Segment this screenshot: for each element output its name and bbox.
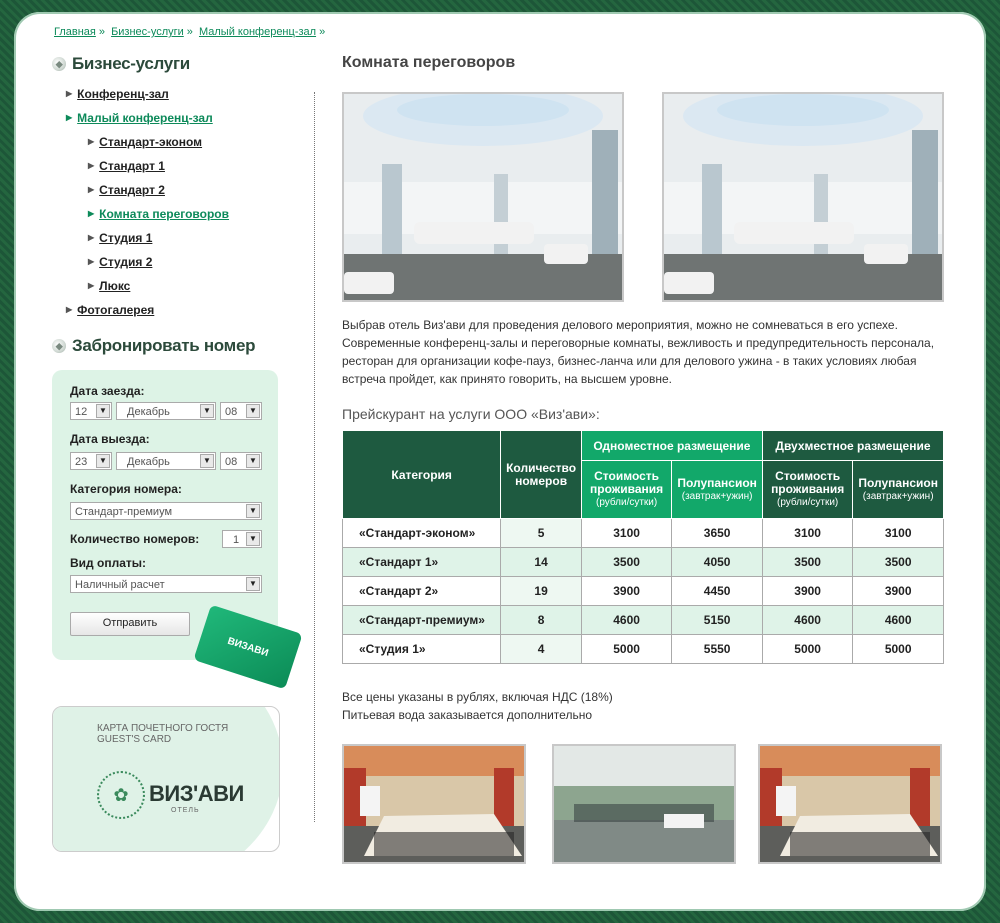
- arrow-icon: ▶: [88, 233, 95, 242]
- checkout-day-select[interactable]: 23 ▼: [70, 452, 112, 470]
- sidebar-item-standard-2[interactable]: ▶ Стандарт 2: [66, 178, 282, 202]
- sidebar-item-meeting-room[interactable]: ▶ Комната переговоров: [66, 202, 282, 226]
- arrow-icon: ▶: [88, 209, 95, 218]
- bullet-icon: ◆: [52, 57, 66, 71]
- checkout-month-select[interactable]: Декабрь ▼: [116, 452, 216, 470]
- arrow-icon: ▶: [66, 89, 73, 98]
- price-table: [342, 430, 944, 664]
- guest-card-brand: ВИЗ'АВИ: [149, 781, 244, 806]
- breadcrumb-home[interactable]: Главная: [54, 26, 96, 38]
- arrow-icon: ▶: [88, 185, 95, 194]
- chevron-down-icon: ▼: [200, 454, 214, 468]
- chevron-down-icon: ▼: [200, 404, 214, 418]
- sidebar-item-lux[interactable]: ▶ Люкс: [66, 274, 282, 298]
- chevron-down-icon: ▼: [246, 504, 260, 518]
- table-row: «Студия 1» 4 5000 5550 5000 5000: [343, 635, 944, 664]
- table-row: «Стандарт-премиум» 8 4600 5150 4600 4600: [343, 606, 944, 635]
- chevron-down-icon: ▼: [246, 577, 260, 591]
- room-photo-2: [662, 92, 944, 302]
- breadcrumb: Главная » Бизнес-услуги » Малый конференц-зал »: [54, 26, 326, 38]
- table-row: «Стандарт-эконом» 5 3100 3650 3100 3100: [343, 519, 944, 548]
- header-double-half: Полупансион (завтрак+ужин): [853, 461, 944, 519]
- guest-card-banner[interactable]: [52, 706, 280, 852]
- sidebar-title: ◆ Бизнес-услуги: [52, 54, 282, 74]
- chevron-down-icon: ▼: [246, 404, 260, 418]
- hall-photo-3: [758, 744, 942, 864]
- vizavi-logo-icon: ✿: [97, 771, 145, 819]
- sidebar: [52, 54, 282, 364]
- sidebar-item-standard-1[interactable]: ▶ Стандарт 1: [66, 154, 282, 178]
- sidebar-item-gallery[interactable]: ▶ Фотогалерея: [66, 298, 282, 322]
- sidebar-item-conference[interactable]: ▶ Конференц-зал: [66, 82, 282, 106]
- checkin-label: Дата заезда:: [70, 384, 145, 398]
- category-select[interactable]: Стандарт-премиум ▼: [70, 502, 262, 520]
- note-water: Питьевая вода заказывается дополнительно: [342, 708, 593, 722]
- page: [14, 12, 986, 911]
- header-single-half: Полупансион (завтрак+ужин): [672, 461, 763, 519]
- room-photo-1: [342, 92, 624, 302]
- arrow-icon: ▶: [66, 305, 73, 314]
- main-content: [342, 54, 944, 722]
- price-title: Прейскурант на услуги ООО «Виз'ави»:: [342, 406, 600, 422]
- page-title: Комната переговоров: [342, 54, 516, 71]
- chevron-down-icon: ▼: [246, 532, 260, 546]
- chevron-down-icon: ▼: [246, 454, 260, 468]
- rooms-select[interactable]: 1 ▼: [222, 530, 262, 548]
- arrow-icon: ▶: [88, 137, 95, 146]
- price-notes: [342, 688, 613, 724]
- guest-card-brand-sub: ОТЕЛЬ: [171, 807, 200, 814]
- breadcrumb-small-hall[interactable]: Малый конференц-зал: [198, 26, 317, 38]
- header-count: Количество номеров: [501, 431, 582, 519]
- chevron-down-icon: ▼: [96, 454, 110, 468]
- rooms-label: Количество номеров:: [70, 532, 200, 546]
- arrow-icon: ▶: [88, 161, 95, 170]
- checkout-label: Дата выезда:: [70, 432, 150, 446]
- hall-photo-2: [552, 744, 736, 864]
- table-row: «Стандарт 1» 14 3500 4050 3500 3500: [343, 548, 944, 577]
- header-double: Двухместное размещение: [762, 431, 943, 461]
- arrow-icon: ▶: [88, 257, 95, 266]
- bullet-icon: ◆: [52, 339, 66, 353]
- checkin-day-select[interactable]: 12 ▼: [70, 402, 112, 420]
- header-category: Категория: [343, 431, 501, 519]
- sidebar-item-small-conference[interactable]: ▶ Малый конференц-зал: [66, 106, 282, 130]
- guest-card-title: КАРТА ПОЧЕТНОГО ГОСТЯ: [97, 723, 229, 734]
- header-double-cost: Стоимость проживания (рубли/сутки): [762, 461, 852, 519]
- table-row: «Стандарт 2» 19 3900 4450 3900 3900: [343, 577, 944, 606]
- hall-photo-1: [342, 744, 526, 864]
- description: Выбрав отель Виз'ави для проведения делового мероприятия, можно не сомневаться в его успехе. Современные конференц-залы и переговорные комнаты, вежливость и предупредительность персонала, ресторан для организации кофе-пауз, бизнес-ланча или для делового ужина - в таких условиях любая встреча пройдет, как принято говорить, на высшем уровне.: [342, 318, 935, 386]
- sidebar-item-studio-1[interactable]: ▶ Студия 1: [66, 226, 282, 250]
- category-label: Категория номера:: [70, 482, 182, 496]
- checkin-year-select[interactable]: 08 ▼: [220, 402, 262, 420]
- checkin-month-select[interactable]: Декабрь ▼: [116, 402, 216, 420]
- guest-card-subtitle: GUEST'S CARD: [97, 734, 172, 745]
- note-vat: Все цены указаны в рублях, включая НДС (18%): [342, 690, 613, 704]
- payment-select[interactable]: Наличный расчет ▼: [70, 575, 262, 593]
- checkout-year-select[interactable]: 08 ▼: [220, 452, 262, 470]
- divider: [314, 92, 315, 822]
- vizavi-card-image: ВИЗАВИ: [193, 605, 302, 690]
- header-single: Одноместное размещение: [581, 431, 762, 461]
- payment-label: Вид оплаты:: [70, 556, 146, 570]
- chevron-down-icon: ▼: [96, 404, 110, 418]
- header-single-cost: Стоимость проживания (рубли/сутки): [581, 461, 671, 519]
- sidebar-item-standard-economy[interactable]: ▶ Стандарт-эконом: [66, 130, 282, 154]
- arrow-icon: ▶: [66, 113, 73, 122]
- submit-button[interactable]: Отправить: [70, 612, 190, 636]
- arrow-icon: ▶: [88, 281, 95, 290]
- sidebar-menu: [52, 82, 282, 322]
- sidebar-item-studio-2[interactable]: ▶ Студия 2: [66, 250, 282, 274]
- booking-title: ◆ Забронировать номер: [52, 336, 282, 356]
- breadcrumb-business[interactable]: Бизнес-услуги: [111, 26, 184, 38]
